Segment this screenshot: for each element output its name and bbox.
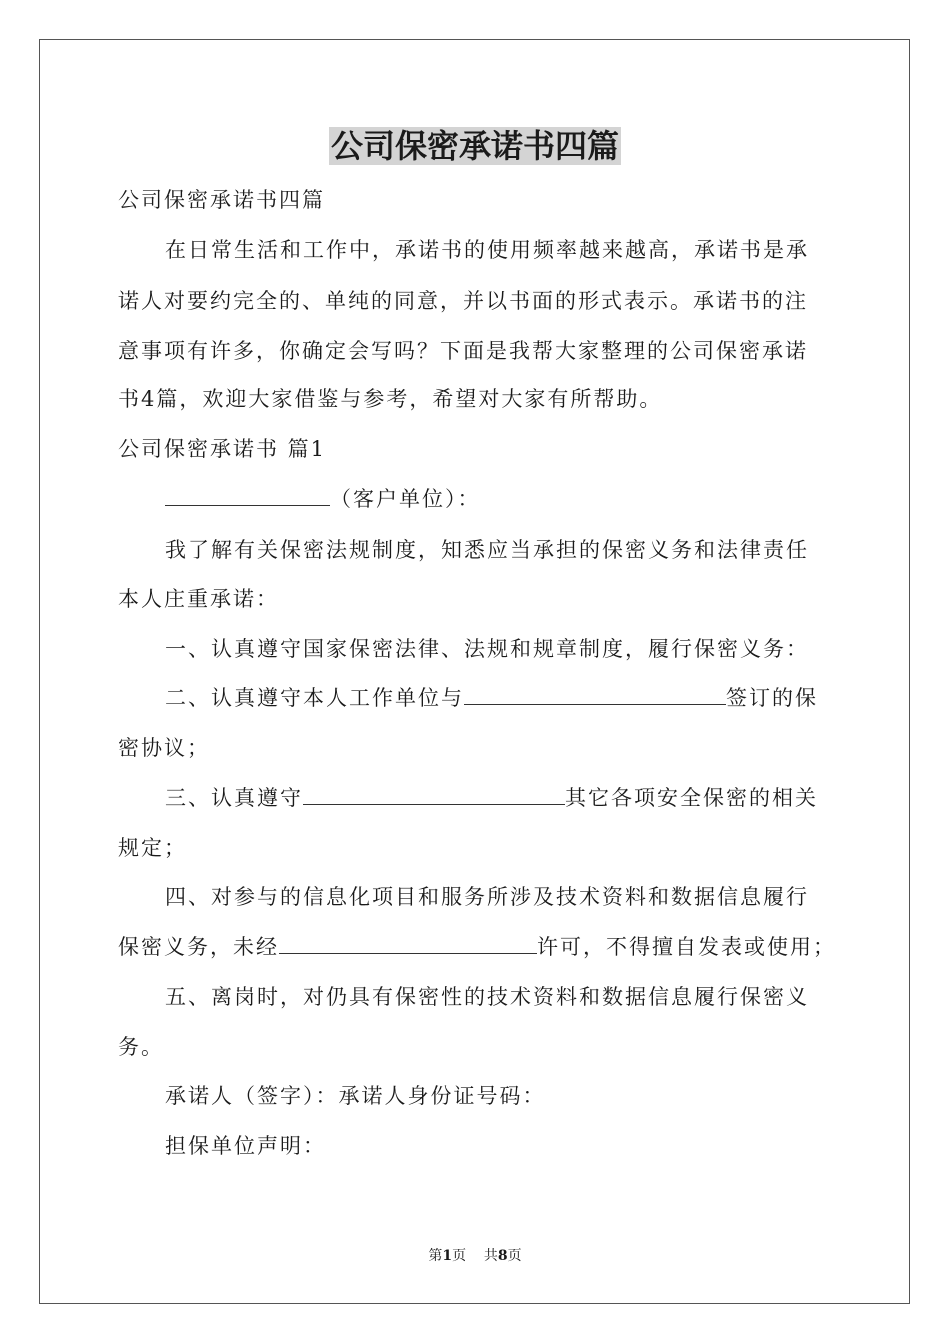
footer-total-pages: 8 [497, 1248, 508, 1264]
item-4-line-2 [118, 932, 836, 962]
item-5-line-2: 务。 [118, 1035, 164, 1059]
footer-mid: 页 共 [452, 1248, 498, 1264]
item-3-blank [303, 784, 565, 805]
client-unit-label: （客户单位）： [330, 487, 481, 511]
footer-page-number: 1 [442, 1248, 453, 1264]
item-5-line-1: 五、离岗时，对仍具有保密性的技术资料和数据信息履行保密义 [165, 985, 809, 1009]
item-3-text-b: 其它各项安全保密的相关 [565, 786, 818, 810]
item-3-line-1 [165, 783, 818, 813]
item-2-text-a: 二、认真遵守本人工作单位与 [165, 686, 464, 710]
intro-line-1: 在日常生活和工作中，承诺书的使用频率越来越高，承诺书是承 [165, 238, 809, 262]
item-2-line-2: 密协议； [118, 736, 210, 760]
item-2-text-b: 签订的保 [726, 686, 818, 710]
intro-line-2: 诺人对要约完全的、单纯的同意，并以书面的形式表示。承诺书的注 [118, 289, 808, 313]
para1-line-2: 本人庄重承诺： [118, 587, 279, 611]
item-3-text-a: 三、认真遵守 [165, 786, 303, 810]
para1-line-1: 我了解有关保密法规制度，知悉应当承担的保密义务和法律责任 [165, 538, 809, 562]
footer-prefix: 第 [428, 1248, 443, 1264]
item-4-text-a: 保密义务，未经 [118, 935, 279, 959]
footer-suffix: 页 [507, 1248, 522, 1264]
item-2-line-1 [165, 683, 818, 713]
page-footer [0, 1246, 950, 1266]
intro-line-4: 书4篇，欢迎大家借鉴与参考，希望对大家有所帮助。 [118, 387, 663, 411]
page-border [39, 39, 910, 1304]
item-3-line-2: 规定； [118, 836, 187, 860]
guarantor-statement: 担保单位声明： [165, 1134, 326, 1158]
item-4-text-b: 许可，不得擅自发表或使用； [537, 935, 836, 959]
signature-line: 承诺人（签字）：承诺人身份证号码： [165, 1084, 546, 1108]
section-heading: 公司保密承诺书 篇1 [118, 437, 327, 461]
item-4-blank [279, 933, 537, 954]
item-1: 一、认真遵守国家保密法律、法规和规章制度，履行保密义务： [165, 637, 809, 661]
client-unit-line [165, 484, 481, 514]
client-unit-blank [165, 485, 330, 506]
document-title: 公司保密承诺书四篇 [330, 127, 619, 165]
document-subtitle: 公司保密承诺书四篇 [118, 188, 325, 212]
intro-line-3: 意事项有许多，你确定会写吗？下面是我帮大家整理的公司保密承诺 [118, 339, 808, 363]
item-2-blank [464, 684, 726, 705]
item-4-line-1: 四、对参与的信息化项目和服务所涉及技术资料和数据信息履行 [165, 885, 809, 909]
